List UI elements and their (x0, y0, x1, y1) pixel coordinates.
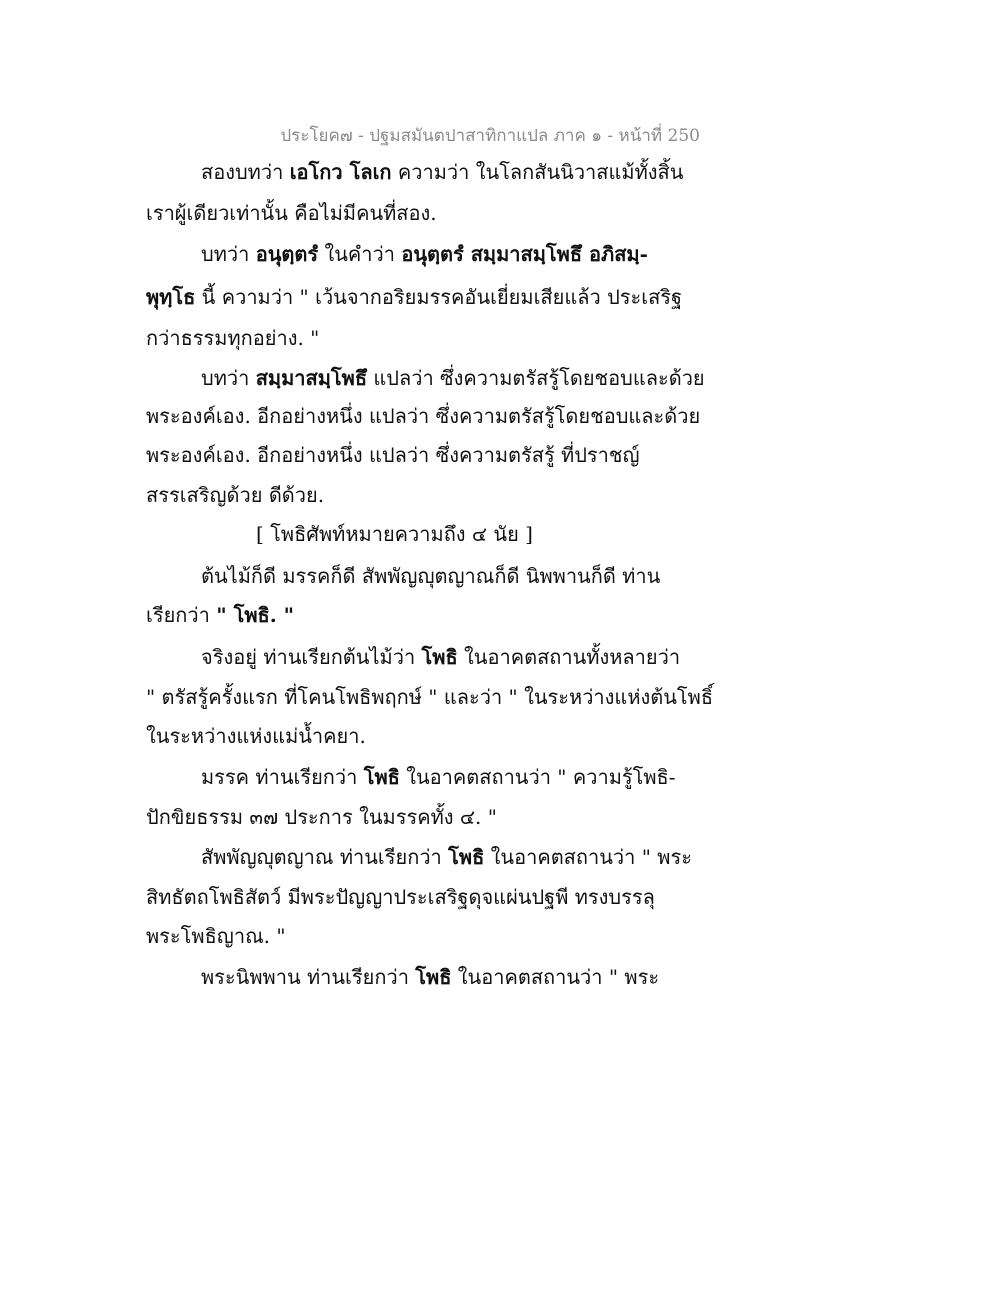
text-line: มรรค ท่านเรียกว่า โพธิ ในอาคตสถานว่า " ความรู้โพธิ- (201, 765, 676, 789)
text-line: สรรเสริญด้วย ดีด้วย. (146, 483, 325, 507)
text-line: กว่าธรรมทุกอย่าง. " (146, 326, 320, 350)
bold-term: อนุตฺตรํ (255, 242, 319, 266)
bold-term: เอโกว โลเก (289, 160, 392, 184)
bold-term: สมฺมาสมฺโพธึ (255, 366, 368, 390)
bold-term: โพธิ (448, 845, 485, 869)
bold-term: พุทฺโธ (146, 285, 196, 309)
bold-term: โพธิ (363, 765, 400, 789)
text-line: จริงอยู่ ท่านเรียกต้นไม้ว่า โพธิ ในอาคตสถานทั้งหลายว่า (201, 645, 681, 669)
text-line: เรียกว่า " โพธิ. " (146, 603, 295, 627)
text-line: " ตรัสรู้ครั้งแรก ที่โคนโพธิพฤกษ์ " และว่า " ในระหว่างแห่งต้นโพธิ์ (146, 685, 714, 709)
bold-term: โพธิ (415, 965, 452, 989)
text-line: สิทธัตถโพธิสัตว์ มีพระปัญญาประเสริฐดุจแผ่นปฐพี ทรงบรรลุ (146, 885, 655, 909)
text-line: เราผู้เดียวเท่านั้น คือไม่มีคนที่สอง. (146, 201, 437, 225)
text-line: ในระหว่างแห่งแม่น้ำคยา. (146, 724, 366, 748)
text-line: พุทฺโธ นี้ ความว่า " เว้นจากอริยมรรคอันเยี่ยมเสียแล้ว ประเสริฐ (146, 285, 683, 309)
text-line: พระองค์เอง. อีกอย่างหนึ่ง แปลว่า ซึ่งความตรัสรู้ ที่ปราชญ์ (146, 443, 640, 467)
section-heading: [ โพธิศัพท์หมายความถึง ๔ นัย ] (256, 522, 533, 546)
bold-term: " โพธิ. " (216, 603, 295, 627)
text-line: พระโพธิญาณ. " (146, 924, 286, 948)
text-line: ต้นไม้ก็ดี มรรคก็ดี สัพพัญญุตญาณก็ดี นิพพานก็ดี ท่าน (201, 564, 661, 588)
page-header: ประโยค๗ - ปฐมสมันตปาสาทิกาแปล ภาค ๑ - หน้าที่ 250 (280, 126, 700, 146)
text-line: สองบทว่า เอโกว โลเก ความว่า ในโลกสันนิวาสแม้ทั้งสิ้น (201, 160, 684, 184)
bold-term: อนุตฺตรํ สมฺมาสมฺโพธึ อภิสมฺ- (401, 242, 648, 266)
text-line: บทว่า อนุตฺตรํ ในคำว่า อนุตฺตรํ สมฺมาสมฺโพธึ อภิสมฺ- (201, 242, 648, 266)
text-line: พระนิพพาน ท่านเรียกว่า โพธิ ในอาคตสถานว่า " พระ (201, 965, 660, 989)
bold-term: โพธิ (421, 645, 458, 669)
text-line: ปักขิยธรรม ๓๗ ประการ ในมรรคทั้ง ๔. " (146, 805, 497, 829)
text-line: สัพพัญญุตญาณ ท่านเรียกว่า โพธิ ในอาคตสถานว่า " พระ (201, 845, 692, 869)
text-line: พระองค์เอง. อีกอย่างหนึ่ง แปลว่า ซึ่งความตรัสรู้โดยชอบและด้วย (146, 404, 701, 428)
text-line: บทว่า สมฺมาสมฺโพธึ แปลว่า ซึ่งความตรัสรู้โดยชอบและด้วย (201, 366, 705, 390)
